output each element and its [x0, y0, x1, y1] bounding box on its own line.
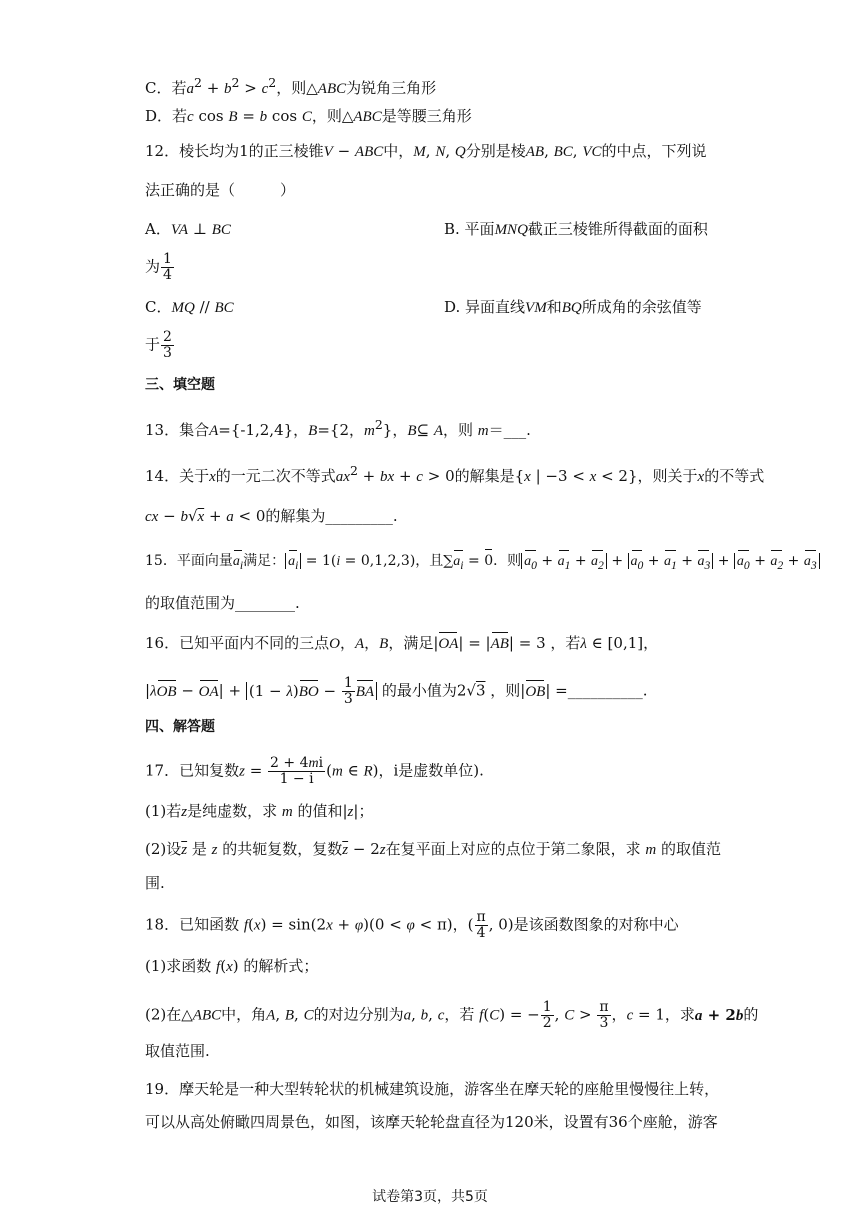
question-17-2: (2)设$\overline{z}$ 是 z 的共轭复数，复数$\overline{z} - 2z$在复平面上对应的点位于第二象限，求 m 的取值范	[145, 840, 722, 858]
question-12: 12．棱长均为1的正三棱锥V − ABC中，M, N, Q分别是棱AB, BC, VC的中点，下列说	[145, 142, 707, 160]
option-b-12-cont: 为 $\frac{1}{4}$	[145, 251, 172, 283]
section-answer: 四、解答题	[145, 719, 215, 735]
section-fill-blank: 三、填空题	[145, 377, 215, 393]
question-13: 13．集合A={-1,2,4}，B={2，$m^2$}，B⊆ A，则 m＝___.	[145, 417, 531, 439]
option-b-12: B. 平面MNQ截正三棱锥所得截面的面积	[444, 220, 708, 238]
option-d-11: D．若c cos B = b cos C，则△ABC是等腰三角形	[145, 107, 472, 125]
question-18: 18．已知函数 f(x) = sin(2x + φ)(0 < φ < π)，( $\frac{\pi}{4}$ , 0)是该函数图象的对称中心	[145, 909, 679, 941]
question-18-1: (1)求函数 f(x) 的解析式；	[145, 957, 319, 975]
option-d-12-cont: 于 $\frac{2}{3}$	[145, 329, 172, 361]
question-19-cont: 可以从高处俯瞰四周景色，如图，该摩天轮轮盘直径为120米，设置有36个座舱，游客	[145, 1113, 718, 1131]
question-14: 14．关于x的一元二次不等式$ax^2$ + bx + c > 0的解集是{x | −3 < x < 2}，则关于x的不等式	[145, 463, 765, 485]
question-17: 17．已知复数z = $\frac{2 + 4mi}{1 - i}$ (m ∈ R)，i是虚数单位).	[145, 755, 484, 787]
page-footer: 试卷第3页，共5页	[372, 1189, 488, 1205]
question-16: 16．已知平面内不同的三点O，A，B，满足|OA| = |AB| = 3 ，若λ ∈ [0,1]，	[145, 632, 760, 655]
question-18-2-cont: 取值范围.	[145, 1042, 210, 1060]
option-c-11: C．若$a^2 + b^2 > c^2$，则△ABC为锐角三角形	[145, 75, 437, 97]
question-14-cont: cx − b√x + a < 0的解集为_________.	[145, 507, 398, 525]
question-16-cont: |λOB − OA| + (1 − λ)BO − $\frac{1}{3}$ BA 的最小值为2√3 ，则|OB| =__________.	[145, 675, 648, 707]
question-17-2-cont: 围.	[145, 874, 165, 892]
question-17-1: (1)若z是纯虚数，求 m 的值和|z|；	[145, 802, 374, 820]
question-12-cont: 法正确的是（ ）	[145, 181, 296, 199]
question-19: 19．摩天轮是一种大型转轮状的机械建筑设施，游客坐在摩天轮的座舱里慢慢往上转，	[145, 1080, 720, 1098]
question-15-cont: 的取值范围为________.	[145, 594, 300, 612]
question-15: 15．平面向量$a_i$满足： $a_i = 1(i = 0,1,2,3)$，且$\sum a_i = 0$．则 $a_0 + a_1 + a_2 + a_0 + a_1 + a_3 + a_0 + a_2 + a_3$	[145, 550, 760, 577]
option-c-12: C．MQ // BC	[145, 298, 234, 316]
option-d-12: D. 异面直线VM和BQ所成角的余弦值等	[444, 298, 702, 316]
option-a-12: A．VA ⊥ BC	[145, 220, 231, 238]
question-18-2: (2)在△ABC中，角A, B, C的对边分别为a, b, c，若 f(C) = − $\frac{1}{2}$ , C > $\frac{\pi}{3}$ ，c = 1，求a + 2b的	[145, 999, 759, 1031]
